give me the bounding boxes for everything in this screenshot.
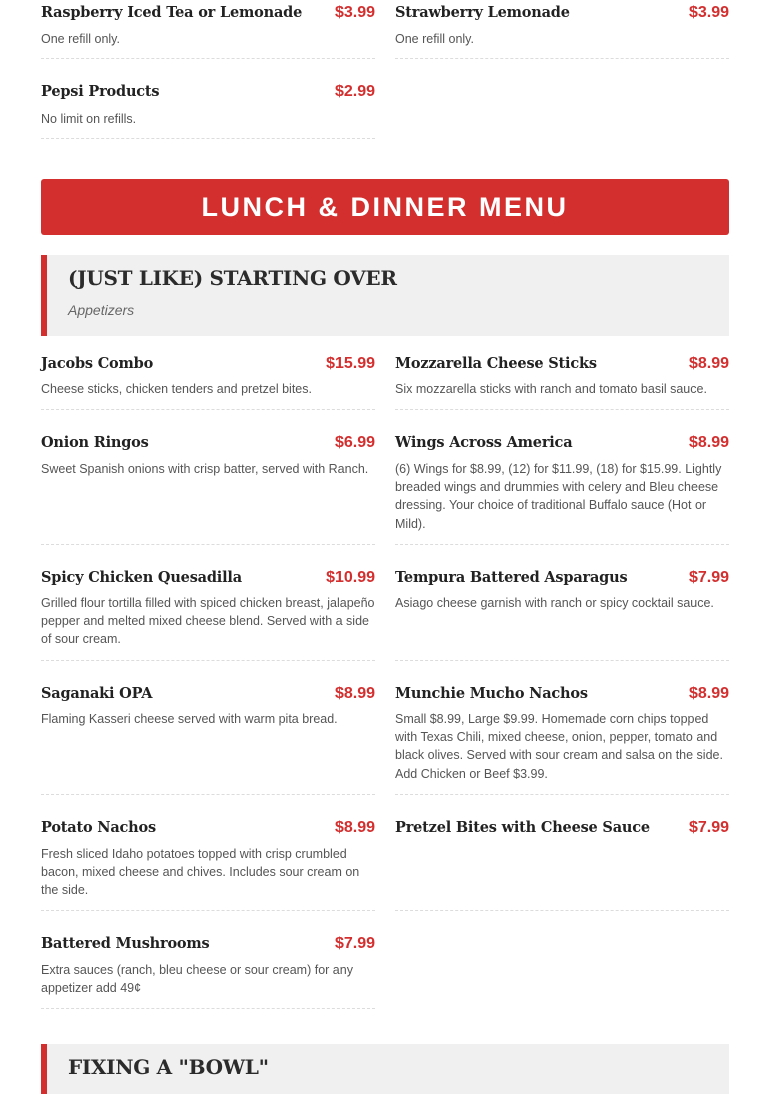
menu-item-mozzarella-cheese-sticks <box>395 354 729 410</box>
item-name: Wings Across America <box>395 434 573 451</box>
item-price: $7.99 <box>334 935 375 952</box>
menu-item-strawberry-lemonade <box>395 3 729 59</box>
item-description: One refill only. <box>395 32 474 46</box>
item-price: $8.99 <box>334 819 375 836</box>
item-name: Raspberry Iced Tea or Lemonade <box>41 4 303 21</box>
section-title: FIXING A "BOWL" <box>68 1055 269 1079</box>
item-price: $8.99 <box>688 685 729 702</box>
lunch-dinner-banner: LUNCH & DINNER MENU <box>41 179 729 235</box>
menu-item-spicy-chicken-quesadilla <box>41 568 375 661</box>
item-price: $8.99 <box>334 685 375 702</box>
item-price: $10.99 <box>326 569 375 586</box>
item-description: Cheese sticks, chicken tenders and pretzel bites. <box>41 382 312 396</box>
menu-item-pretzel-bites <box>395 818 729 911</box>
item-price: $8.99 <box>688 434 729 451</box>
item-name: Tempura Battered Asparagus <box>395 569 628 586</box>
section-header-bowl <box>41 1044 729 1094</box>
item-price: $3.99 <box>334 4 375 21</box>
item-name: Potato Nachos <box>41 819 156 836</box>
menu-item-battered-mushrooms <box>41 934 375 1009</box>
menu-item-onion-ringos <box>41 433 375 545</box>
section-subtitle: Appetizers <box>68 302 135 318</box>
item-name: Jacobs Combo <box>41 355 154 372</box>
item-price: $7.99 <box>688 569 729 586</box>
item-description: Flaming Kasseri cheese served with warm pita bread. <box>41 712 338 726</box>
item-name: Saganaki OPA <box>41 685 153 702</box>
item-description: Extra sauces (ranch, bleu cheese or sour cream) for any appetizer add 49¢ <box>41 963 353 996</box>
menu-item-wings-across-america <box>395 433 729 545</box>
section-header-appetizers <box>41 255 729 336</box>
item-name: Onion Ringos <box>41 434 149 451</box>
item-description: Fresh sliced Idaho potatoes topped with crisp crumbled bacon, mixed cheese and chives. Includes sour cream on the side. <box>41 847 360 898</box>
menu-item-potato-nachos <box>41 818 375 911</box>
item-name: Battered Mushrooms <box>41 935 210 952</box>
item-price: $15.99 <box>326 355 375 372</box>
item-price: $8.99 <box>688 355 729 372</box>
item-name: Pretzel Bites with Cheese Sauce <box>395 819 650 836</box>
item-name: Munchie Mucho Nachos <box>395 685 588 702</box>
item-description: Six mozzarella sticks with ranch and tomato basil sauce. <box>395 382 707 396</box>
menu-item-raspberry-iced-tea <box>41 3 375 59</box>
item-name: Pepsi Products <box>41 83 160 100</box>
item-description: Sweet Spanish onions with crisp batter, served with Ranch. <box>41 462 369 476</box>
item-name: Spicy Chicken Quesadilla <box>41 569 242 586</box>
menu-item-tempura-battered-asparagus <box>395 568 729 661</box>
item-description: Asiago cheese garnish with ranch or spicy cocktail sauce. <box>395 596 714 610</box>
item-description: No limit on refills. <box>41 112 137 126</box>
item-price: $6.99 <box>334 434 375 451</box>
item-description: Small $8.99, Large $9.99. Homemade corn chips topped with Texas Chili, mixed cheese, onion, pepper, tomato and black olives. Served with sour cream and salsa on the side. Add Chicken or Beef $3.99. <box>395 712 723 781</box>
item-price: $7.99 <box>688 819 729 836</box>
menu-item-pepsi-products <box>41 82 375 139</box>
section-title: (JUST LIKE) STARTING OVER <box>68 266 397 290</box>
item-name: Mozzarella Cheese Sticks <box>395 355 597 372</box>
item-description: (6) Wings for $8.99, (12) for $11.99, (18) for $15.99. Lightly breaded wings and drummies with celery and Bleu cheese dressing. Your choice of traditional Buffalo sauce (Hot or Mild). <box>395 462 722 531</box>
menu-item-saganaki-opa <box>41 684 375 795</box>
menu-item-jacobs-combo <box>41 354 375 410</box>
item-description: One refill only. <box>41 32 120 46</box>
item-price: $3.99 <box>688 4 729 21</box>
item-description: Grilled flour tortilla filled with spiced chicken breast, jalapeño pepper and melted mixed cheese blend. Served with a side of sour cream. <box>41 596 375 647</box>
item-name: Strawberry Lemonade <box>395 4 570 21</box>
item-price: $2.99 <box>334 83 375 100</box>
menu-item-munchie-mucho-nachos <box>395 684 729 795</box>
